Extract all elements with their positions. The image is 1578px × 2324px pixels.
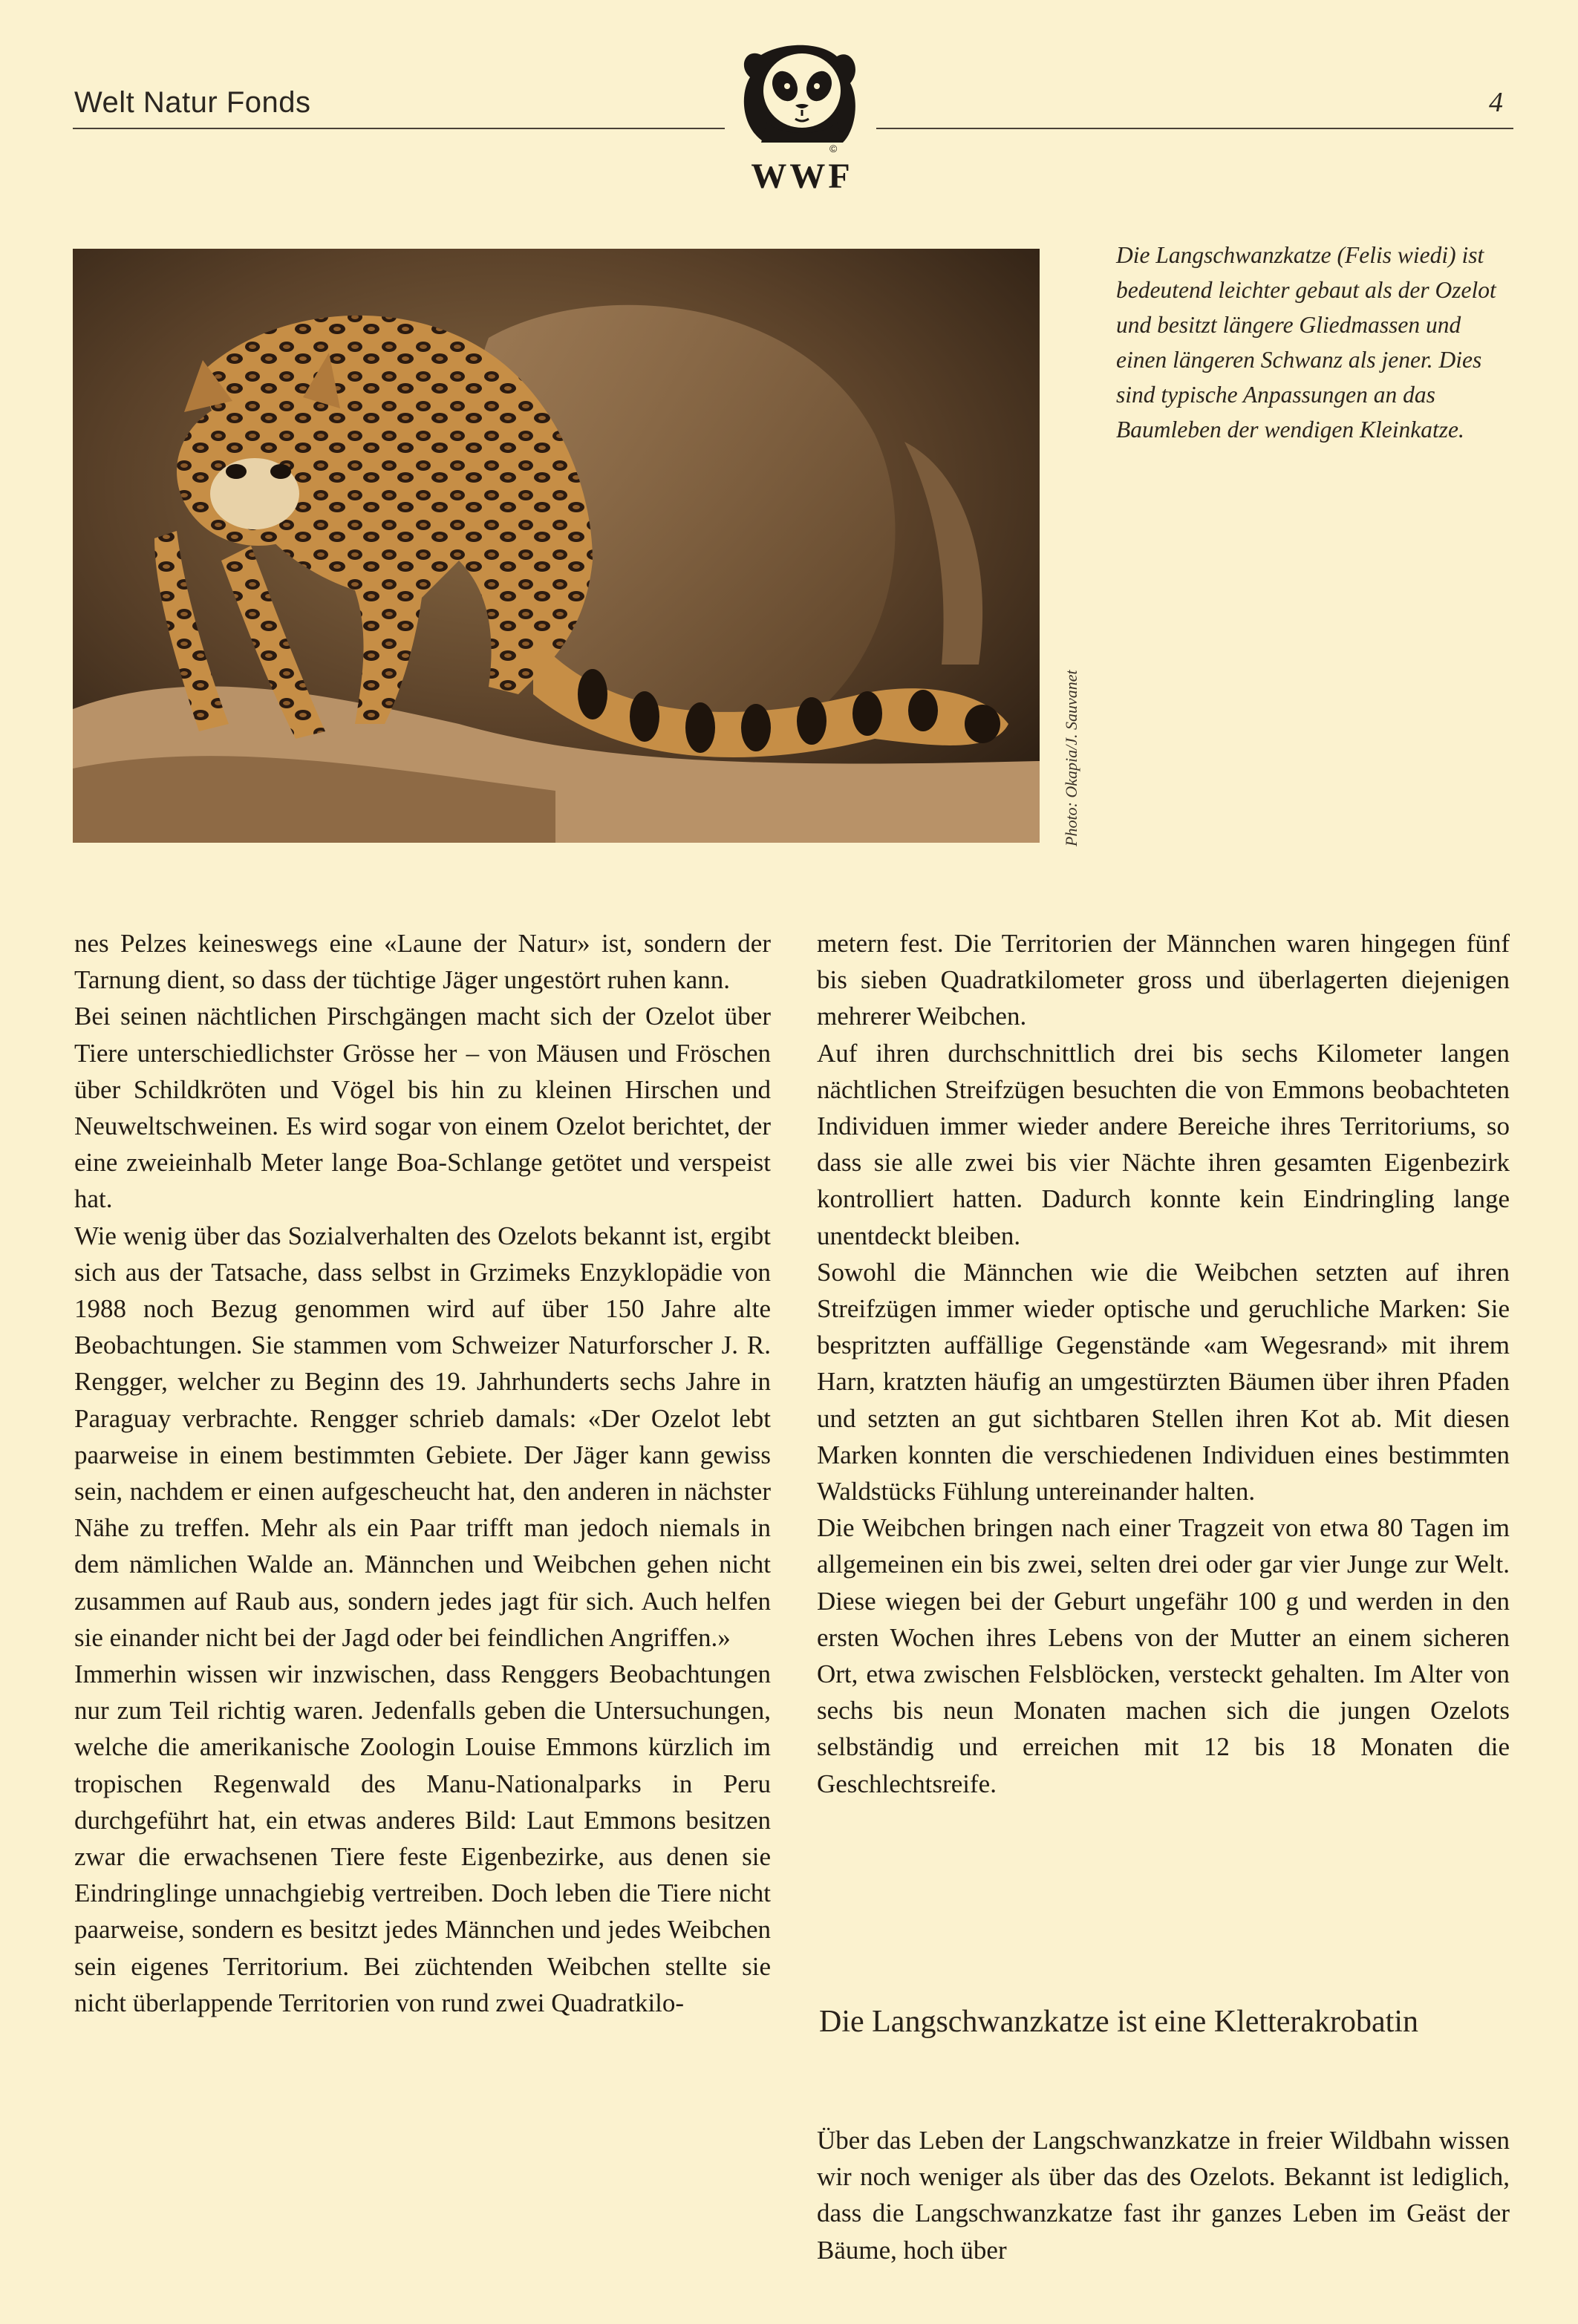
photo-credit: Photo: Okapia/J. Sauvanet [1062, 670, 1080, 846]
brand-name: Welt Natur Fonds [74, 86, 311, 119]
photo-illustration [73, 249, 1040, 843]
section-heading: Die Langschwanzkatze ist eine Kletterakrobatin [819, 2005, 1418, 2039]
logo-copyright: © [829, 143, 838, 154]
header-rule-left [73, 128, 725, 129]
header-rule-right [876, 128, 1513, 129]
logo-text: WWF [751, 157, 853, 196]
wwf-logo [731, 25, 873, 203]
photo-caption: Die Langschwanzkatze (Felis wiedi) ist bedeutend leichter gebaut als der Ozelot und besitzt längere Gliedmassen und einen längeren Schwanz als jener. Dies sind typische Anpassungen an das Baumleben der wendigen Kleinkatze. [1116, 242, 1496, 443]
panda-icon [731, 25, 873, 151]
page-number: 4 [1489, 87, 1503, 118]
article-column-right: metern fest. Die Territorien der Männchen waren hingegen fünf bis sieben Quadratkilometer gross und überlagerten diejenigen mehrerer Weibchen. Auf ihren durchschnittlich drei bis sechs Kilometer langen nächtlichen Streifzügen besuchten die von Emmons beobachteten Individuen immer wieder andere Bereiche ihres Territoriums, so dass sie alle zwei bis vier Nächte ihren gesamten Eigenbezirk kontrolliert hatten. Dadurch konnte kein Eindringling lange unentdeckt bleiben. Sowohl die Männchen wie die Weibchen setzten auf ihren Streifzügen immer wieder optische und geruchliche Marken: Sie bespritzten auffällige Gegenstände «am Wegesrand» mit ihrem Harn, kratzten häufig an umgestürzten Bäumen über ihren Pfaden und setzten an gut sichtbaren Stellen ihren Kot ab. Mit diesen Marken konnten die verschiedenen Individuen eines bestimmten Waldstücks Fühlung untereinander halten. Die Weibchen bringen nach einer Tragzeit von etwa 80 Tagen im allgemeinen ein bis zwei, selten drei oder gar vier Junge zur Welt. Diese wiegen bei der Geburt ungefähr 100 g und werden in den ersten Wochen ihres Lebens von der Mutter an einem sicheren Ort, etwa zwischen Felsblöcken, versteckt gehalten. Im Alter von sechs bis neun Monaten machen sich die jungen Ozelots selbständig und erreichen mit 12 bis 18 Monaten die Geschlechtsreife. [817, 929, 1510, 1798]
section-text: Über das Leben der Langschwanzkatze in freier Wildbahn wissen wir noch weniger als über das des Ozelots. Bekannt ist lediglich, dass die Langschwanzkatze fast ihr ganzes Leben im Geäst der Bäume, hoch über [817, 2126, 1510, 2265]
article-column-left: nes Pelzes keineswegs eine «Laune der Natur» ist, sondern der Tarnung dient, so dass der tüchtige Jäger ungestört ruhen kann. Bei seinen nächtlichen Pirschgängen macht sich der Ozelot über Tiere unterschiedlichster Grösse her – von Mäusen und Fröschen über Schildkröten und Vögel bis hin zu kleinen Hirschen und Neuweltschweinen. Es wird sogar von einem Ozelot berichtet, der eine zweieinhalb Meter lange Boa-Schlange getötet und verspeist hat. Wie wenig über das Sozialverhalten des Ozelots bekannt ist, ergibt sich aus der Tatsache, dass selbst in Grzimeks Enzyklopädie von 1988 noch Bezug genommen wird auf über 150 Jahre alte Beobachtungen. Sie stammen vom Schweizer Naturforscher J. R. Rengger, welcher zu Beginn des 19. Jahrhunderts sechs Jahre in Paraguay verbrachte. Rengger schrieb damals: «Der Ozelot lebt paarweise in einem bestimmten Gebiete. Der Jäger kann gewiss sein, nachdem er einen aufgescheucht hat, den anderen in nächster Nähe zu treffen. Mehr als ein Paar trifft man jedoch niemals in dem nämlichen Walde an. Männchen und Weibchen gehen nicht zusammen auf Raub aus, sondern jedes jagt für sich. Auch helfen sie einander nicht bei der Jagd oder bei feindlichen Angriffen.» Immerhin wissen wir inzwischen, dass Renggers Beobachtungen nur zum Teil richtig waren. Jedenfalls geben die Untersuchungen, welche die amerikanische Zoologin Louise Emmons kürzlich im tropischen Regenwald des Manu-Nationalparks in Peru durchgeführt hat, ein etwas anderes Bild: Laut Emmons besitzen zwar die erwachsenen Tiere feste Eigenbezirke, aus denen sie Eindringlinge unnachgiebig vertreiben. Doch leben die Tiere nicht paarweise, sondern es besitzt jedes Männchen und jedes Weibchen sein eigenes Territorium. Bei züchtenden Weibchen stellte sie nicht überlappende Territorien von rund zwei Quadratkilo- [74, 929, 771, 2017]
margay-photo [73, 249, 1040, 843]
